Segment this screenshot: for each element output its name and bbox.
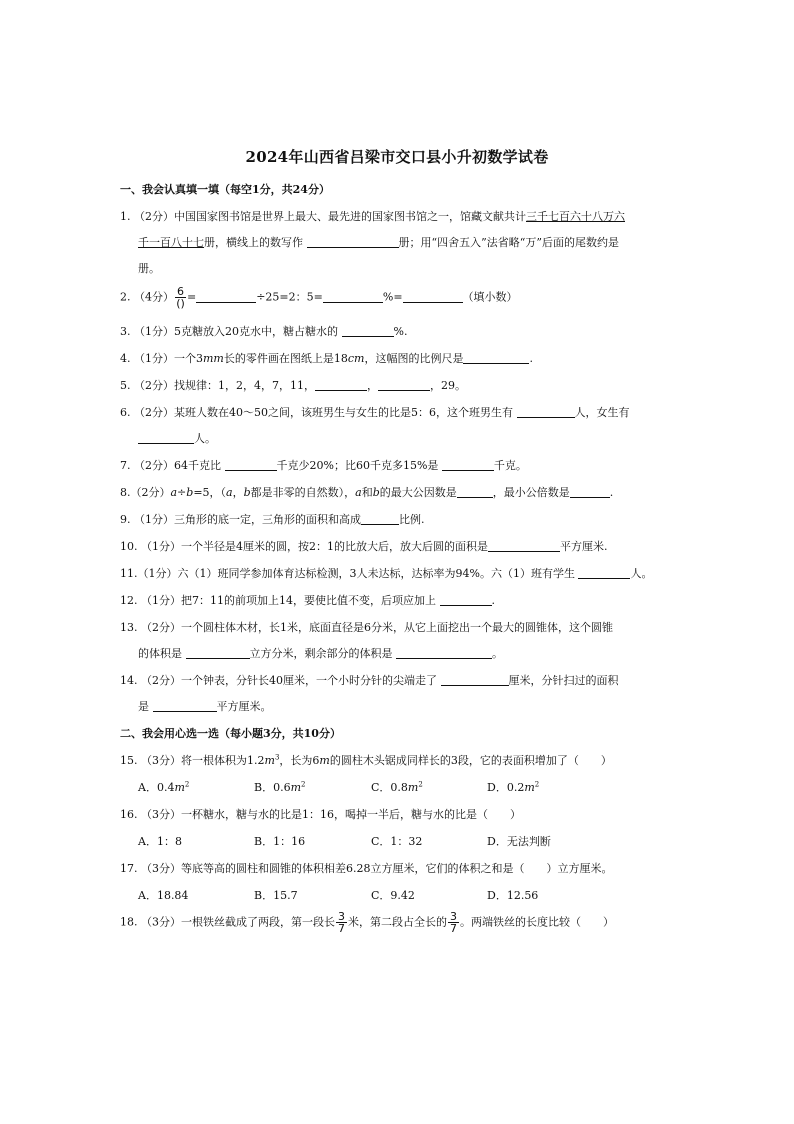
question-1-cont: 千一百八十七册，横线上的数写作 册；用“四舍五入”法省略“万”后面的尾数约是 <box>138 236 619 249</box>
answer-blank[interactable] <box>441 674 509 686</box>
question-16: 16. （3分）一杯糖水，糖与水的比是1：16，喝掉一半后，糖与水的比是（ ） <box>120 808 521 821</box>
answer-blank[interactable] <box>138 432 194 444</box>
answer-blank[interactable] <box>463 352 529 364</box>
answer-blank[interactable] <box>342 325 394 337</box>
question-12: 12. （1分）把7：11的前项加上14，要使比值不变，后项应加上 . <box>120 594 495 607</box>
question-14: 14. （2分）一个钟表，分针长40厘米，一个小时分针的尖端走了 厘米，分针扫过的面积 <box>120 674 619 687</box>
answer-blank[interactable] <box>153 700 217 712</box>
question-7: 7. （2分）64千克比 千克少20%；比60千克多15%是 千克。 <box>120 459 527 472</box>
answer-blank[interactable] <box>323 291 383 303</box>
question-1: 1. （2分）中国国家图书馆是世界上最大、最先进的国家图书馆之一，馆藏文献共计三千七百六十八万六 <box>120 210 625 223</box>
option-c[interactable]: C．1：32 <box>371 835 423 848</box>
answer-blank[interactable] <box>186 647 250 659</box>
question-10: 10. （1分）一个半径是4厘米的圆，按2：1的比放大后，放大后圆的面积是 平方厘米. <box>120 540 608 553</box>
question-17: 17. （3分）等底等高的圆柱和圆锥的体积相差6.28立方厘米，它们的体积之和是（ ）立方厘米。 <box>120 862 613 875</box>
page-title: 2024年山西省吕梁市交口县小升初数学试卷 <box>245 148 549 166</box>
option-a[interactable]: A．1：8 <box>138 835 182 848</box>
option-d[interactable]: D．无法判断 <box>487 835 551 848</box>
answer-blank[interactable] <box>403 291 463 303</box>
answer-blank[interactable] <box>315 379 367 391</box>
option-a[interactable]: A．$0.4m^2$ <box>138 780 190 794</box>
question-9: 9. （1分）三角形的底一定，三角形的面积和高成 比例. <box>120 513 425 526</box>
question-13: 13. （2分）一个圆柱体木材，长1米，底面直径是6分米，从它上面挖出一个最大的圆锥体，这个圆锥 <box>120 621 613 634</box>
question-6: 6. （2分）某班人数在40～50之间，该班男生与女生的比是5：6，这个班男生有 人，女生有 <box>120 406 630 419</box>
answer-blank[interactable] <box>396 647 492 659</box>
question-5: 5. （2分）找规律：1，2，4，7，11， ， ，29。 <box>120 379 466 392</box>
fraction: $\frac{3}{7}$ <box>450 910 457 935</box>
option-c[interactable]: C．9.42 <box>371 889 415 902</box>
answer-blank[interactable] <box>225 459 277 471</box>
answer-blank[interactable] <box>440 594 492 606</box>
fraction: $\frac{3}{7}$ <box>338 910 345 935</box>
answer-blank[interactable] <box>361 513 399 525</box>
option-b[interactable]: B．$0.6m^2$ <box>254 780 306 794</box>
option-d[interactable]: D．$0.2m^2$ <box>487 780 540 794</box>
answer-blank[interactable] <box>457 486 493 498</box>
answer-blank[interactable] <box>196 291 256 303</box>
answer-blank[interactable] <box>578 567 630 579</box>
answer-blank[interactable] <box>378 379 430 391</box>
answer-blank[interactable] <box>307 236 399 248</box>
option-b[interactable]: B．1：16 <box>254 835 306 848</box>
question-1-cont2: 册。 <box>138 262 160 275</box>
question-15: 15. （3分）将一根体积为$1.2m^3$，长为6m的圆柱木头锯成同样长的3段，它的表面积增加了（ ） <box>120 753 612 767</box>
question-11: 11.（1分）六（1）班同学参加体育达标检测，3人未达标，达标率为94%。六（1）班有学生 人。 <box>120 567 653 580</box>
answer-blank[interactable] <box>442 459 494 471</box>
question-8: 8.（2分）a÷b=5，（a，b都是非零的自然数），a和b的最大公因数是 ，最小公倍数是 . <box>120 486 614 499</box>
option-c[interactable]: C．$0.8m^2$ <box>371 780 423 794</box>
question-4: 4. （1分）一个3mm长的零件画在图纸上是18cm，这幅图的比例尺是 . <box>120 352 533 365</box>
question-6-cont: 人。 <box>138 430 216 446</box>
option-a[interactable]: A．18.84 <box>138 889 189 902</box>
question-18: 18. （3分）一根铁丝截成了两段，第一段长 $\frac{3}{7}$ 米，第二段占全长的 $\frac{3}{7}$ 。两端铁丝的长度比较（ ） <box>120 910 614 935</box>
question-3: 3. （1分）5克糖放入20克水中，糖占糖水的 %. <box>120 325 408 338</box>
answer-blank[interactable] <box>488 540 560 552</box>
option-d[interactable]: D．12.56 <box>487 889 539 902</box>
question-13-cont: 的体积是 立方分米，剩余部分的体积是 。 <box>138 647 503 660</box>
question-2: 2. （4分） $\frac{6}{()}$ = ÷25=2：5= %= （填小数） <box>120 285 518 310</box>
option-b[interactable]: B．15.7 <box>254 889 298 902</box>
section-fill-in: 一、我会认真填一填（每空1分，共24分） <box>120 183 330 196</box>
section-multiple-choice: 二、我会用心选一选（每小题3分，共10分） <box>120 727 341 740</box>
answer-blank[interactable] <box>570 486 610 498</box>
question-14-cont: 是 平方厘米。 <box>138 700 272 713</box>
fraction: $\frac{6}{()}$ <box>176 285 185 310</box>
answer-blank[interactable] <box>517 406 575 418</box>
